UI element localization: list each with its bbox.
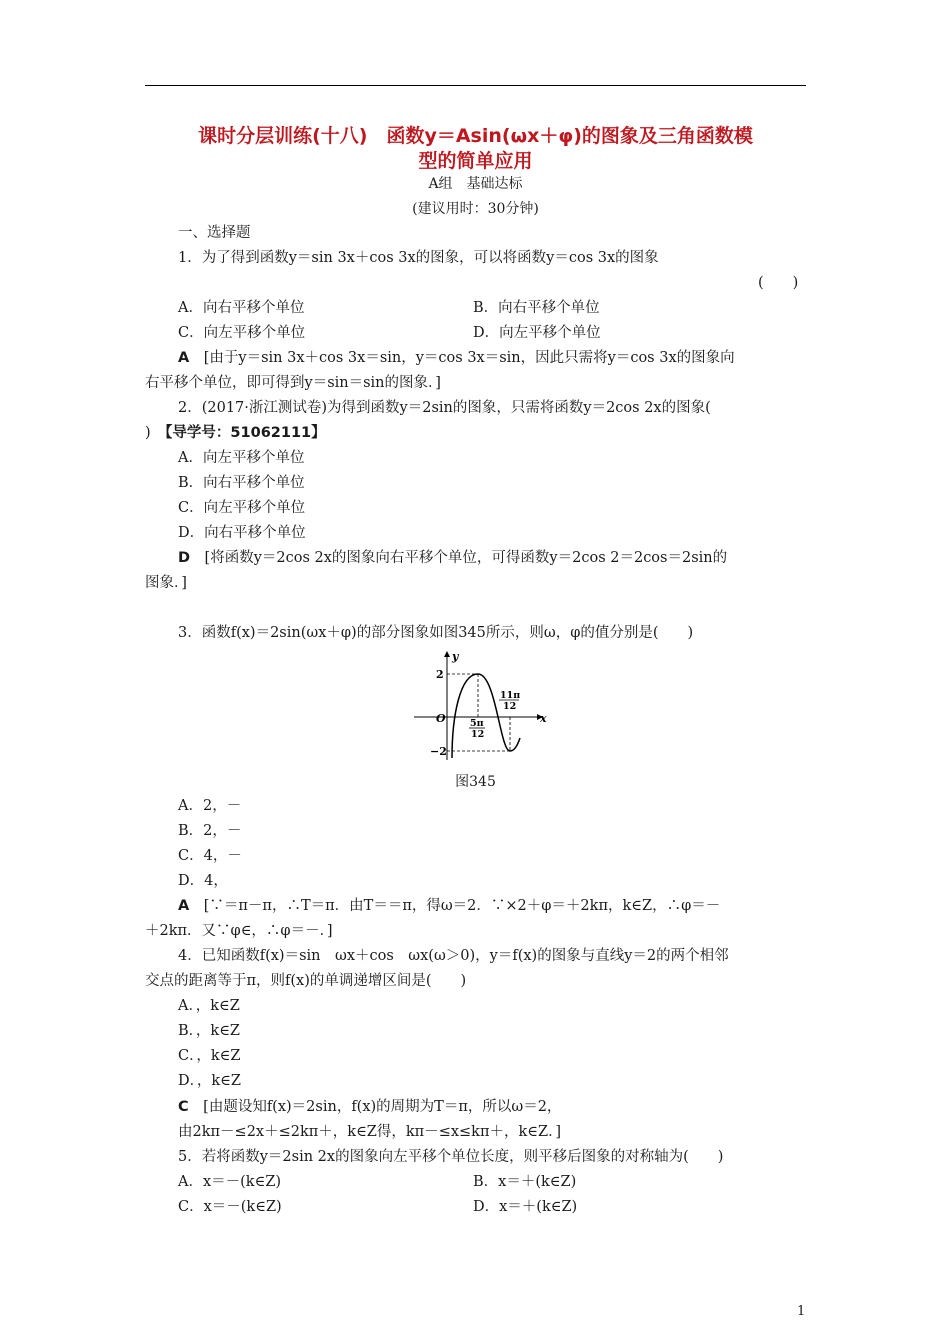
origin-label: O bbox=[436, 712, 446, 725]
q2-stem-cont bbox=[145, 423, 326, 443]
q2-option-c: C．向左平移个单位 bbox=[178, 500, 306, 516]
q5-option-d: D．x＝＋(k∈Z) bbox=[473, 1199, 578, 1215]
q2-option-b: B．向右平移个单位 bbox=[178, 475, 305, 491]
q2-answer-letter: D bbox=[178, 550, 191, 566]
time-note: (建议用时：30分钟) bbox=[412, 201, 539, 217]
q2-explanation-cont: 图象．] bbox=[145, 575, 187, 591]
x-axis-label: x bbox=[540, 712, 547, 725]
q4-answer bbox=[178, 1097, 561, 1117]
tick-5pi-numerator: 5π bbox=[470, 718, 484, 729]
y-axis-label: y bbox=[452, 650, 459, 663]
q4-stem: 4．已知函数f(x)＝sin ωx＋cos ωx(ω＞0)，y＝f(x)的图象与直线y＝2的两个相邻 bbox=[178, 948, 729, 964]
group-label: A组 基础达标 bbox=[428, 176, 523, 192]
q2-close-paren: ) bbox=[145, 425, 151, 441]
q2-stem: 2．(2017·浙江测试卷)为得到函数y＝2sin的图象，只需将函数y＝2cos 2x的图象( bbox=[178, 400, 711, 416]
page-number: 1 bbox=[797, 1304, 806, 1319]
q3-answer-letter: A bbox=[178, 898, 190, 914]
figure-caption: 图345 bbox=[455, 774, 496, 790]
q3-figure bbox=[412, 646, 552, 766]
tick-11pi-denominator: 12 bbox=[503, 701, 517, 712]
sine-curve bbox=[452, 674, 520, 758]
q4-explanation: [由题设知f(x)＝2sin，f(x)的周期为T＝π，所以ω＝2， bbox=[203, 1099, 562, 1115]
q1-option-c: C．向左平移个单位 bbox=[178, 325, 306, 341]
q2-option-d: D．向右平移个单位 bbox=[178, 525, 306, 541]
y-max-label: 2 bbox=[436, 668, 444, 681]
q3-explanation-cont: ＋2kπ．又∵φ∈，∴φ＝－．] bbox=[145, 923, 333, 939]
q1-option-a: A．向右平移个单位 bbox=[178, 300, 305, 316]
y-min-label: −2 bbox=[430, 745, 447, 758]
q1-stem: 1．为了得到函数y＝sin 3x＋cos 3x的图象，可以将函数y＝cos 3x的图象 bbox=[178, 250, 659, 266]
header-rule bbox=[145, 85, 806, 86]
section-heading: 一、选择题 bbox=[178, 225, 251, 241]
q1-explanation-cont: 右平移个单位，即可得到y＝sin＝sin的图象．] bbox=[145, 375, 441, 391]
q4-option-c: C．，k∈Z bbox=[178, 1048, 241, 1064]
q4-explanation-cont: 由2kπ－≤2x＋≤2kπ＋，k∈Z得，kπ－≤x≤kπ＋，k∈Z．] bbox=[178, 1124, 561, 1140]
q3-option-c: C．4，－ bbox=[178, 848, 242, 864]
tick-11pi-numerator: 11π bbox=[500, 690, 521, 701]
q4-option-d: D．，k∈Z bbox=[178, 1073, 241, 1089]
q3-option-a: A．2，－ bbox=[178, 798, 242, 814]
q3-answer bbox=[178, 896, 720, 916]
q5-option-a: A．x＝－(k∈Z) bbox=[178, 1174, 282, 1190]
q4-option-b: B．，k∈Z bbox=[178, 1023, 241, 1039]
q2-answer bbox=[178, 548, 727, 568]
q1-answer-letter: A bbox=[178, 350, 190, 366]
q3-stem: 3．函数f(x)＝2sin(ωx＋φ)的部分图象如图345所示，则ω，φ的值分别是( ) bbox=[178, 625, 694, 641]
q3-option-d: D．4， bbox=[178, 873, 228, 889]
q1-option-b: B．向右平移个单位 bbox=[473, 300, 600, 316]
q1-option-d: D．向左平移个单位 bbox=[473, 325, 601, 341]
q1-answer bbox=[178, 348, 735, 368]
q5-stem: 5．若将函数y＝2sin 2x的图象向左平移个单位长度，则平移后图象的对称轴为( ) bbox=[178, 1149, 724, 1165]
q1-explanation: [由于y＝sin 3x＋cos 3x＝sin，y＝cos 3x＝sin，因此只需将y＝cos 3x的图象向 bbox=[203, 350, 735, 366]
q4-option-a: A．，k∈Z bbox=[178, 998, 240, 1014]
q3-option-b: B．2，－ bbox=[178, 823, 242, 839]
q1-answer-paren: ( ) bbox=[758, 275, 799, 291]
q2-explanation: [将函数y＝2cos 2x的图象向右平移个单位，可得函数y＝2cos 2＝2cos＝2sin的 bbox=[204, 550, 728, 566]
q3-explanation: [∵＝π－π，∴T＝π．由T＝＝π，得ω＝2．∵×2＋φ＝＋2kπ，k∈Z，∴φ＝－ bbox=[203, 898, 721, 914]
q4-answer-letter: C bbox=[178, 1099, 189, 1115]
q5-option-b: B．x＝＋(k∈Z) bbox=[473, 1174, 577, 1190]
page-title: 课时分层训练(十八) 函数y＝Asin(ωx＋φ)的图象及三角函数模 bbox=[198, 125, 753, 147]
q2-option-a: A．向左平移个单位 bbox=[178, 450, 305, 466]
page-title-continued: 型的简单应用 bbox=[418, 150, 533, 172]
tick-5pi-denominator: 12 bbox=[471, 729, 485, 740]
q4-stem-cont: 交点的距离等于π，则f(x)的单调递增区间是( ) bbox=[145, 973, 467, 989]
q2-guide-number: 【导学号：51062111】 bbox=[165, 425, 326, 441]
y-axis-arrow bbox=[444, 651, 450, 657]
q5-option-c: C．x＝－(k∈Z) bbox=[178, 1199, 282, 1215]
